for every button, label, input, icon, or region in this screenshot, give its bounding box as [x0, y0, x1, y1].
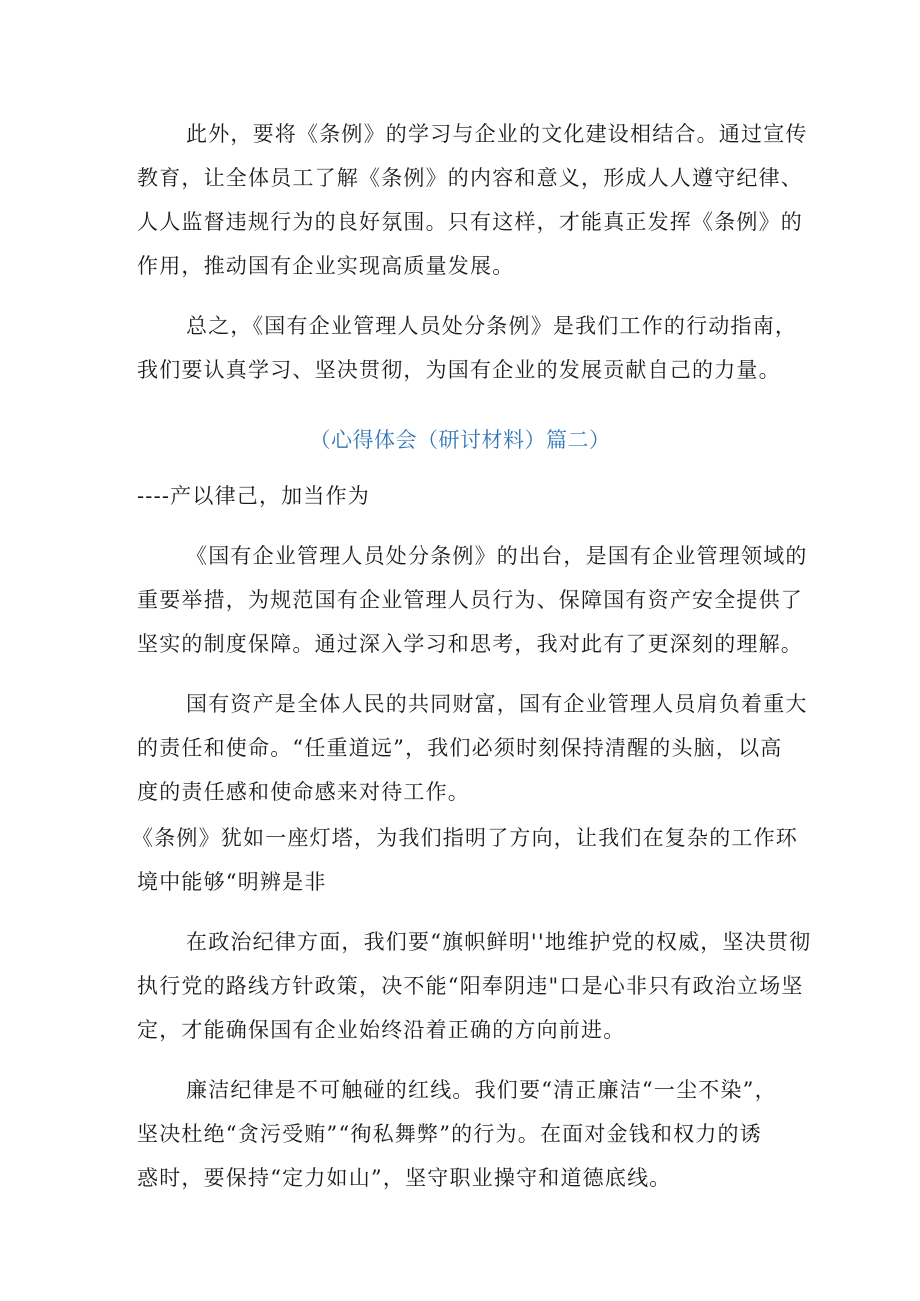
text-line: 《条例》犹如一座灯塔，为我们指明了方向，让我们在复杂的工作环: [132, 826, 798, 850]
text-line: 度的责任感和使命感来对待工作。: [137, 780, 470, 804]
text-line: 总之，《国有企业管理人员处分条例》是我们工作的行动指南，: [186, 314, 798, 338]
text-line: 惑时，要保持“定力如山”，坚守职业操守和道德底线。: [137, 1166, 672, 1190]
text-line: 定，才能确保国有企业始终沿着正确的方向前进。: [137, 1018, 626, 1042]
text-line: 作用，推动国有企业实现高质量发展。: [137, 254, 515, 278]
text-line: 《国有企业管理人员处分条例》的出台，是国有企业管理领域的: [186, 544, 808, 568]
text-line: 执行党的路线方针政策，决不能“阳奉阴违"口是心非只有政治立场坚: [137, 974, 804, 998]
text-line: 坚决杜绝“贪污受贿”“徇私舞弊”的行为。在面对金钱和权力的诱: [137, 1122, 762, 1146]
section-heading: （心得体会（研讨材料）篇二）: [309, 428, 611, 452]
text-line: 此外，要将《条例》的学习与企业的文化建设相结合。通过宣传: [186, 122, 808, 146]
subtitle: ----产以律己，加当作为: [137, 484, 370, 508]
text-line: 的责任和使命。“任重道远”，我们必须时刻保持清醒的头脑，以高: [137, 736, 783, 760]
text-line: 我们要认真学习、坚决贯彻，为国有企业的发展贡献自己的力量。: [137, 358, 781, 382]
text-line: 国有资产是全体人民的共同财富，国有企业管理人员肩负着重大: [186, 692, 808, 716]
text-line: 在政治纪律方面，我们要“旗帜鲜明''地维护党的权威，坚决贯彻: [186, 930, 812, 954]
text-line: 重要举措，为规范国有企业管理人员行为、保障国有资产安全提供了: [137, 588, 803, 612]
text-line: 人人监督违规行为的良好氛围。只有这样，才能真正发挥《条例》的: [137, 210, 803, 234]
text-line: 廉洁纪律是不可触碰的红线。我们要“清正廉洁“一尘不染”，: [186, 1078, 777, 1102]
text-line: 境中能够“明辨是非: [137, 870, 327, 894]
text-line: 教育，让全体员工了解《条例》的内容和意义，形成人人遵守纪律、: [137, 166, 803, 190]
text-line: 坚实的制度保障。通过深入学习和思考，我对此有了更深刻的理解。: [137, 632, 803, 656]
